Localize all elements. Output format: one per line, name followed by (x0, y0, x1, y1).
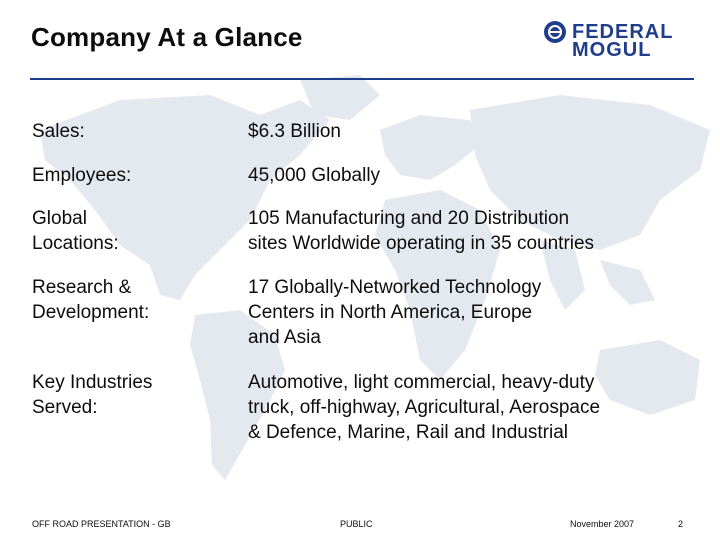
title-divider (30, 78, 694, 80)
footer-presentation-name: OFF ROAD PRESENTATION - GB (32, 519, 171, 529)
row-value: Automotive, light commercial, heavy-duty truck, off-highway, Agricultural, Aerospace & Defence, Marine, Rail and Industrial (248, 372, 601, 443)
row-value: 17 Globally-Networked Technology Centers in North America, Europe and Asia (248, 277, 542, 348)
row-label: Key Industries Served: (32, 372, 153, 418)
row-label: Sales: (32, 121, 85, 142)
logo-text-line2: MOGUL (572, 39, 652, 61)
row-value: 45,000 Globally (248, 165, 381, 186)
page-title: Company At a Glance (31, 22, 303, 52)
row-label: Global Locations: (32, 208, 119, 254)
footer-page-number: 2 (678, 519, 684, 529)
row-value: $6.3 Billion (248, 121, 341, 142)
footer-classification: PUBLIC (340, 519, 373, 529)
row-label: Employees: (32, 165, 132, 186)
row-value: 105 Manufacturing and 20 Distribution sites Worldwide operating in 35 countries (248, 208, 595, 254)
logo-emblem-icon (544, 21, 566, 43)
company-logo (544, 19, 700, 61)
row-label: Research & Development: (32, 277, 150, 323)
logo-text-line1: FEDERAL (572, 21, 674, 43)
footer-date: November 2007 (570, 519, 635, 529)
